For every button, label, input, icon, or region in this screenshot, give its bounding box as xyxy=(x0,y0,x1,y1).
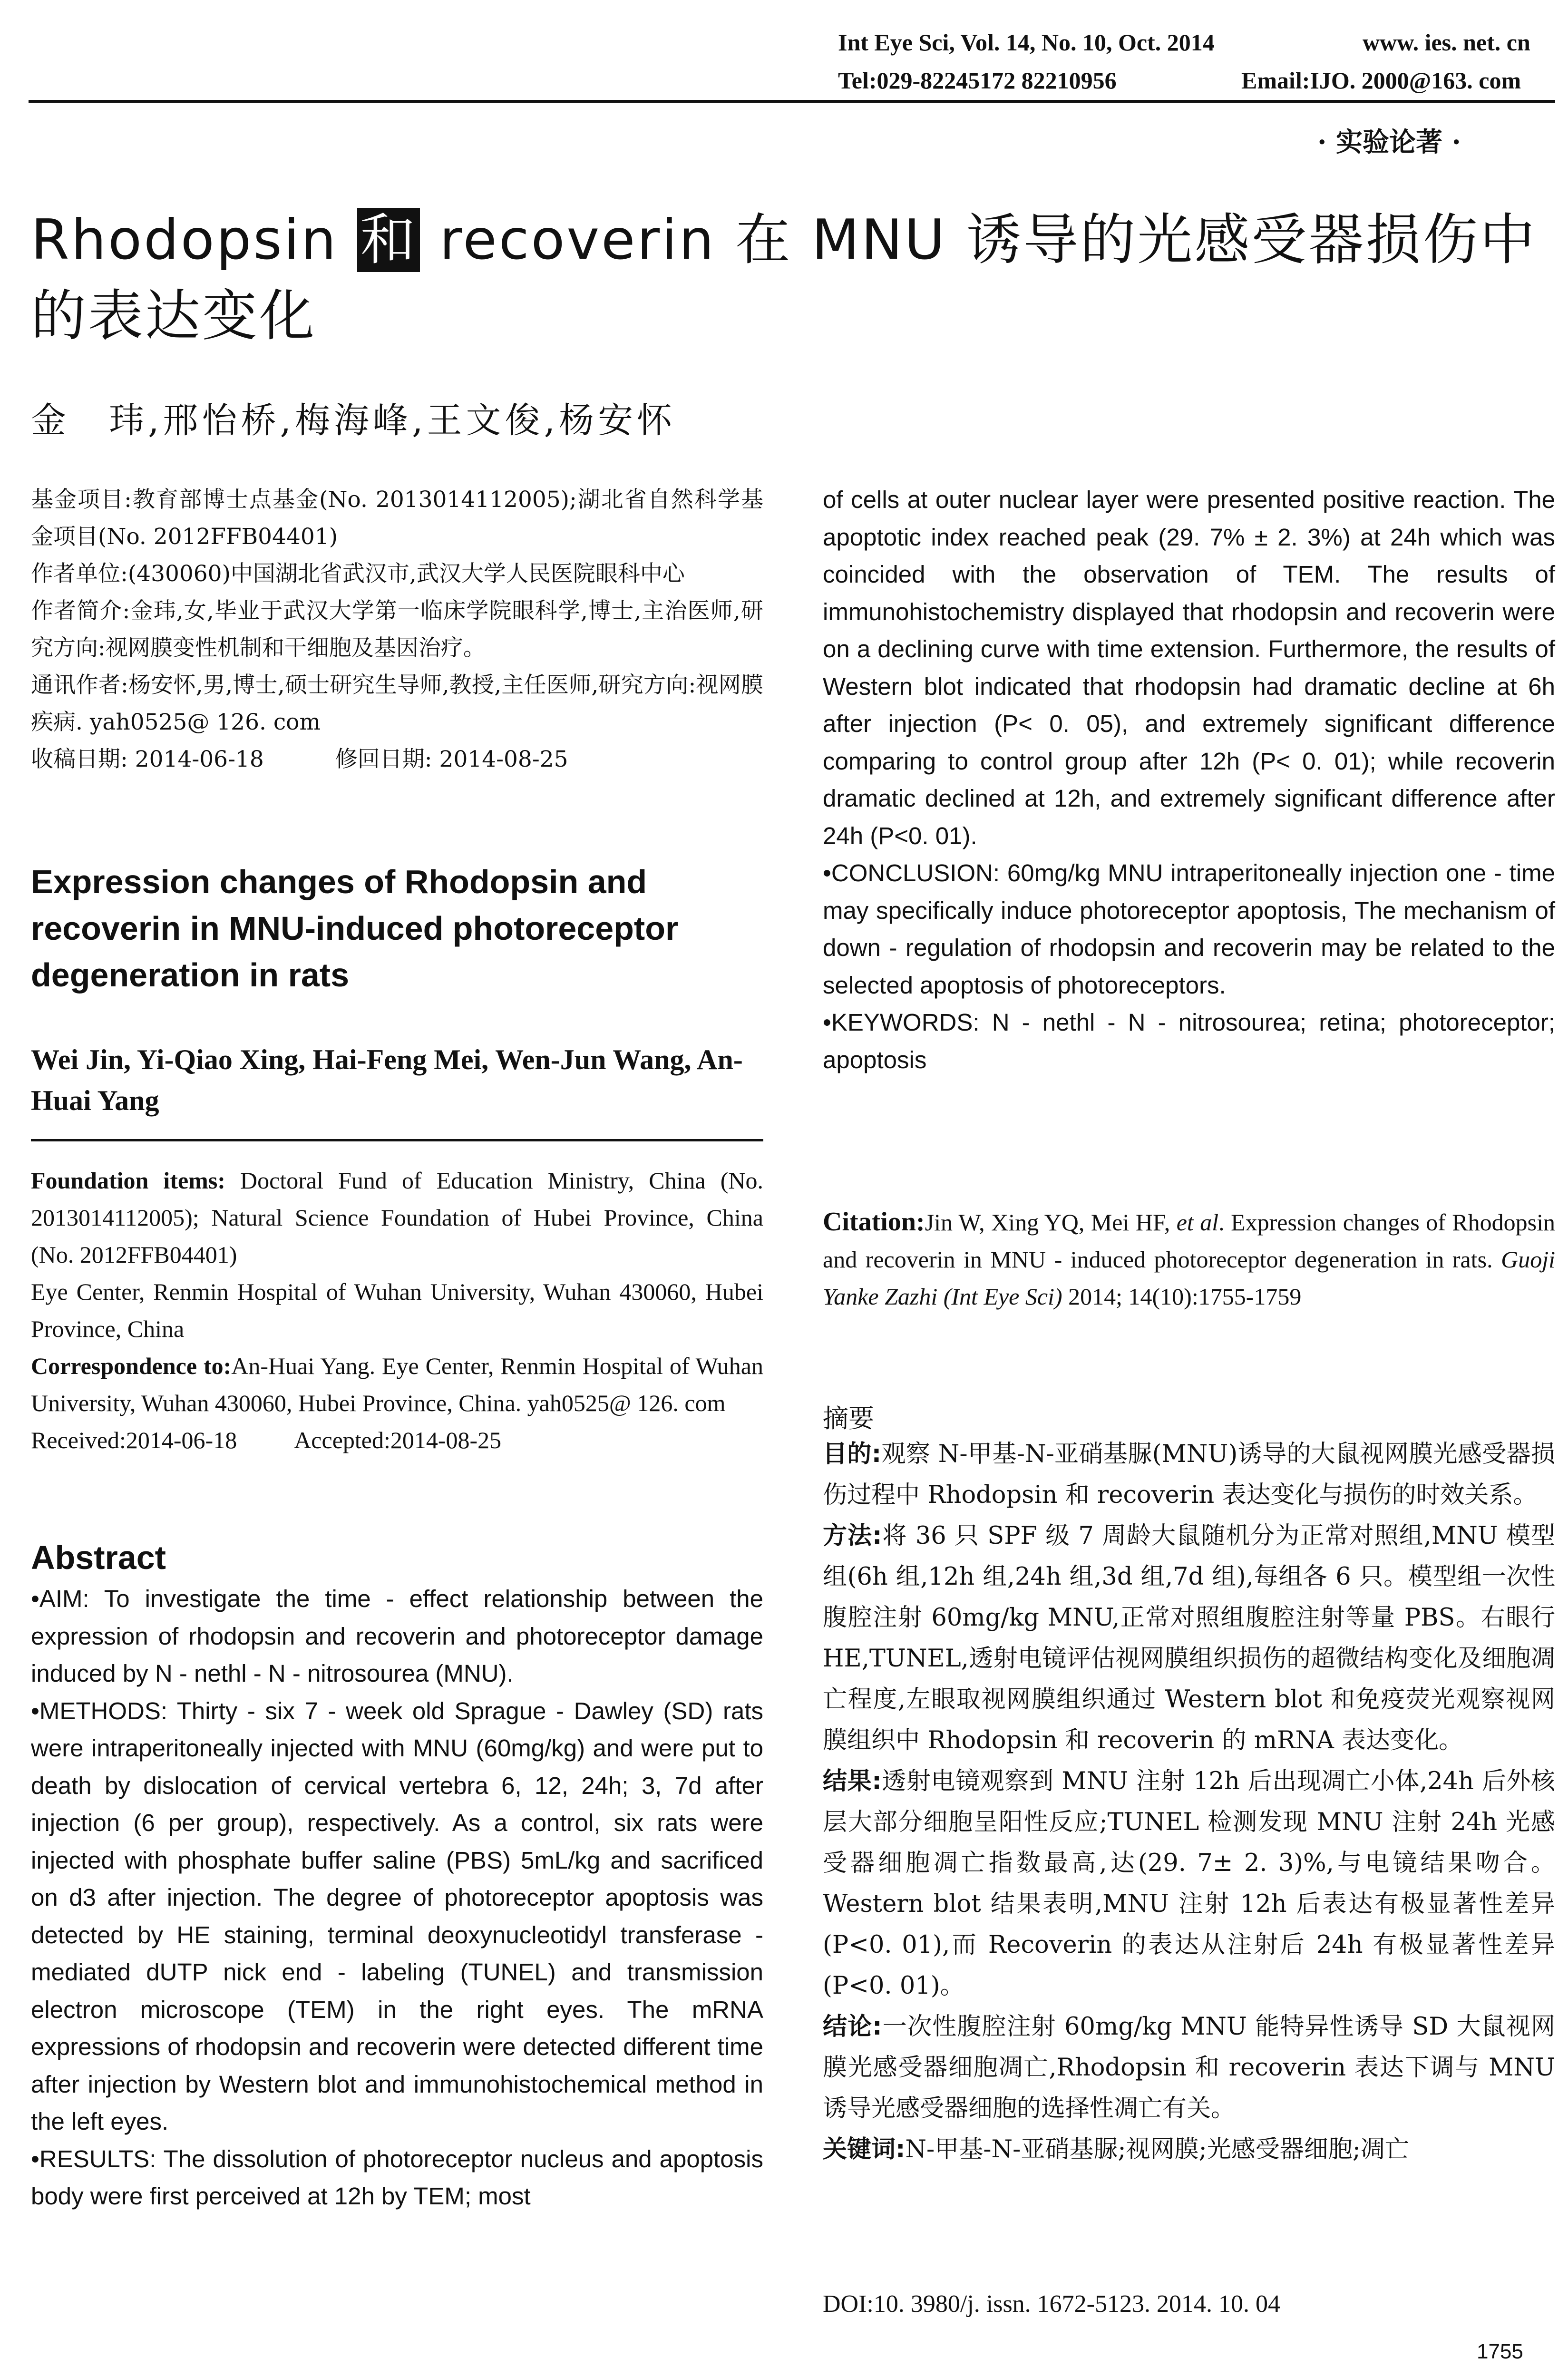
journal-info: Int Eye Sci, Vol. 14, No. 10, Oct. 2014 xyxy=(838,29,1215,56)
abstract-conclusion: • CONCLUSION: 60mg/kg MNU intraperitoneally injection one - time may specifically induce photoreceptor apoptosis, The mechanism of down - regulation of rhodopsin and recoverin may be related to the selected apoptosis of photoreceptors. xyxy=(823,855,1555,1004)
zh-abstract-heading: 摘要 xyxy=(823,1403,874,1433)
meta-correspondence-cn: 通讯作者:杨安怀,男,博士,硕士研究生导师,教授,主任医师,研究方向:视网膜疾病. yah0525@ 126. com xyxy=(31,672,763,735)
abstract-heading: Abstract xyxy=(31,1539,166,1576)
zh-keywords-label: 关键词: xyxy=(823,2135,906,2163)
zh-conclusion-text: 一次性腹腔注射 60mg/kg MNU 能特异性诱导 SD 大鼠视网膜光感受器细胞凋亡,Rhodopsin 和 recoverin 表达下调与 MNU 诱导光感受器细胞的选择性凋亡有关。 xyxy=(823,2013,1555,2123)
zh-aim-label: 目的: xyxy=(823,1440,882,1468)
paper-title-en: Expression changes of Rhodopsin and recoverin in MNU-induced photoreceptor degeneration in rats xyxy=(31,863,679,994)
title-part2: recoverin 在 MNU 诱导的光感受器损伤中的表达变化 xyxy=(31,208,1537,348)
abstract-left xyxy=(31,1580,763,2215)
zh-abstract-body xyxy=(823,1434,1555,2170)
meta-affiliation-cn: 作者单位:(430060)中国湖北省武汉市,武汉大学人民医院眼科中心 xyxy=(31,561,685,587)
zh-aim-text: 观察 N-甲基-N-亚硝基脲(MNU)诱导的大鼠视网膜光感受器损伤过程中 Rhodopsin 和 recoverin 表达变化与损伤的时效关系。 xyxy=(823,1440,1555,1509)
abstract-right xyxy=(823,481,1555,1079)
title-highlight: 和 xyxy=(357,208,420,272)
title-part1: Rhodopsin xyxy=(31,208,358,272)
zh-keywords-text: N-甲基-N-亚硝基脲;视网膜;光感受器细胞;凋亡 xyxy=(905,2135,1409,2163)
citation-etal: et al xyxy=(1176,1209,1219,1236)
meta-cn xyxy=(31,481,763,778)
correspondence-label: Correspondence to: xyxy=(31,1353,232,1379)
foundation-label: Foundation items: xyxy=(31,1167,225,1194)
citation-text1: Jin W, Xing YQ, Mei HF, xyxy=(925,1209,1177,1236)
revised-date-cn: 修回日期: 2014-08-25 xyxy=(335,746,568,772)
citation-text2: . Expression changes of Rhodopsin and recoverin in MNU - induced photoreceptor degeneration in rats. xyxy=(823,1209,1555,1273)
zh-conclusion-label: 结论: xyxy=(823,2013,882,2041)
zh-methods-text: 将 36 只 SPF 级 7 周龄大鼠随机分为正常对照组,MNU 模型组(6h 组,12h 组,24h 组,3d 组,7d 组),每组各 6 只。模型组一次性腹腔注射 60mg/kg MNU,正常对照组腹腔注射等量 PBS。右眼行 HE,TUNEL,透射电镜评估视网膜组织损伤的超微结构变化及细胞凋亡程度,左眼取视网膜组织通过 Western blot 和免疫荧光观察视网膜组织中 Rhodopsin 和 recoverin 的 mRNA 表达变化。 xyxy=(823,1522,1555,1754)
received-date-cn: 收稿日期: 2014-06-18 xyxy=(31,746,264,772)
citation-text3: 2014; 14(10):1755-1759 xyxy=(1062,1283,1302,1310)
journal-tel: Tel:029-82245172 82210956 xyxy=(838,67,1117,94)
received-date-en: Received:2014-06-18 xyxy=(31,1427,237,1453)
authors-en: Wei Jin, Yi-Qiao Xing, Hai-Feng Mei, Wen-Jun Wang, An-Huai Yang xyxy=(31,1044,743,1116)
zh-methods-label: 方法: xyxy=(823,1522,882,1550)
journal-website: www. ies. net. cn xyxy=(1363,29,1530,56)
abstract-methods: • METHODS: Thirty - six 7 - week old Sprague - Dawley (SD) rats were intraperitoneally injected with MNU (60mg/kg) and were put to death by dislocation of cervical vertebra 6, 12, 24h; 3, 7d after injection (6 per group), respectively. As a control, six rats were injected with phosphate buffer saline (PBS) 5mL/kg and sacrificed on d3 after injection. The degree of photoreceptor apoptosis was detected by HE staining, terminal deoxynucleotidyl transferase - mediated dUTP nick end - labeling (TUNEL) and transmission electron microscope (TEM) in the right eyes. The mRNA expressions of rhodopsin and recoverin were detected different time after injection by Western blot and immunohistochemical method in the left eyes. xyxy=(31,1693,763,2141)
correspondence-text: An-Huai Yang. Eye Center, Renmin Hospital of Wuhan University, Wuhan 430060, Hubei Province, China. yah0525@ 126. com xyxy=(31,1353,763,1416)
affiliation-en: Eye Center, Renmin Hospital of Wuhan University, Wuhan 430060, Hubei Province, China xyxy=(31,1278,763,1342)
abstract-keywords: • KEYWORDS: N - nethl - N - nitrosourea; retina; photoreceptor; apoptosis xyxy=(823,1004,1555,1079)
zh-results-text: 透射电镜观察到 MNU 注射 12h 后出现凋亡小体,24h 后外核层大部分细胞呈阳性反应;TUNEL 检测发现 MNU 注射 24h 光感受器细胞凋亡指数最高,达(29. 7± 2. 3)%,与电镜结果吻合。Western blot 结果表明,MNU 注射 12h 后表达有极显著性差异(P<0. 01),而 Recoverin 的表达从注射后 24h 有极显著性差异(P<0. 01)。 xyxy=(823,1767,1555,2000)
citation-block xyxy=(823,1203,1555,1315)
accepted-date-en: Accepted:2014-08-25 xyxy=(294,1427,502,1453)
abstract-results-part1: • RESULTS: The dissolution of photoreceptor nucleus and apoptosis body were first perceived at 12h by TEM; most xyxy=(31,2141,763,2215)
doi: DOI:10. 3980/j. issn. 1672-5123. 2014. 10. 04 xyxy=(823,2290,1280,2318)
meta-funding-cn: 基金项目:教育部博士点基金(No. 2013014112005);湖北省自然科学基金项目(No. 2012FFB04401) xyxy=(31,487,763,550)
authors-cn: 金 玮,邢怡桥,梅海峰,王文俊,杨安怀 xyxy=(31,400,676,441)
abstract-results-part2: of cells at outer nuclear layer were presented positive reaction. The apoptotic index reached peak (29. 7% ± 2. 3%) at 24h which was coincided with the observation of TEM. The results of immunohistochemistry displayed that rhodopsin and recoverin were on a declining curve with time extension. Furthermore, the results of Western blot indicated that rhodopsin had dramatic decline at 6h after injection (P< 0. 05), and extremely significant difference comparing to control group after 12h (P< 0. 01); while recoverin dramatic declined at 12h, and extremely significant difference after 24h (P<0. 01). xyxy=(823,486,1555,849)
citation-label: Citation: xyxy=(823,1207,925,1237)
page-number: 1755 xyxy=(1477,2340,1523,2363)
foundation-block xyxy=(31,1162,763,1459)
paper-title-cn xyxy=(31,202,1568,354)
meta-author-bio-cn: 作者简介:金玮,女,毕业于武汉大学第一临床学院眼科学,博士,主治医师,研究方向:视网膜变性机制和干细胞及基因治疗。 xyxy=(31,598,763,661)
zh-results-label: 结果: xyxy=(823,1767,882,1795)
header-rule xyxy=(29,100,1555,103)
citation-journal: Guoji Yanke Zazhi (Int Eye Sci) xyxy=(823,1246,1555,1310)
foundation-text: Doctoral Fund of Education Ministry, China (No. 2013014112005); Natural Science Foundation of Hubei Province, China (No. 2012FFB04401) xyxy=(31,1167,763,1268)
section-tag: · 实验论著 · xyxy=(1317,127,1461,158)
abstract-aim: • AIM: To investigate the time - effect relationship between the expression of rhodopsin and recoverin and photoreceptor damage induced by N - nethl - N - nitrosourea (MNU). xyxy=(31,1580,763,1693)
journal-email: Email:IJO. 2000@163. com xyxy=(1241,67,1521,94)
left-rule xyxy=(31,1139,763,1141)
